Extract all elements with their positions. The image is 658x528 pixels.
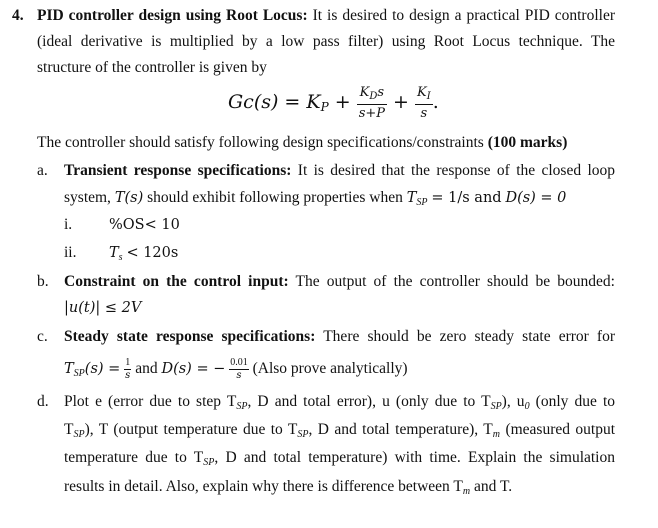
item-b-math: |u(t)| ≤ 2V xyxy=(64,300,142,316)
item-d-line-4b: and T. xyxy=(473,478,513,495)
item-c-frac1-den: s xyxy=(125,369,131,381)
item-a-sub-i-label: i. xyxy=(64,216,73,233)
f1-num-rest: s xyxy=(377,85,385,100)
controller-formula xyxy=(228,86,439,122)
item-c-frac1-num: 1 xyxy=(125,356,131,368)
item-a-sub-ii-T: T xyxy=(109,245,119,261)
item-d-line-4 xyxy=(64,477,512,502)
item-d-line-3 xyxy=(64,448,615,473)
f1-num: K xyxy=(359,85,370,100)
item-c-label: c. xyxy=(37,328,48,345)
intro-text-1: It is desired to design a practical PID controller xyxy=(312,7,615,24)
item-d-line-1b: , D and total error), u (only due to T xyxy=(247,393,491,410)
item-a-math-Tsp: T xyxy=(406,190,417,206)
item-c-math-T-rest: (s) = xyxy=(84,361,121,377)
item-c-math-D: D(s) = − xyxy=(161,361,226,377)
question-intro-line-3: structure of the controller is given by xyxy=(37,59,267,76)
item-a-text-2b: should exhibit following properties when xyxy=(147,189,403,206)
item-a-head: Transient response specifications: xyxy=(64,162,292,179)
item-b-head: Constraint on the control input: xyxy=(64,273,289,290)
item-d-line-2a: T xyxy=(64,421,74,438)
formula-kp-sub: P xyxy=(320,100,329,114)
item-c-fraction-2 xyxy=(229,358,249,381)
question-intro-line-1 xyxy=(37,6,615,26)
item-d-line-2 xyxy=(64,420,615,445)
item-a-sub-ii-text xyxy=(109,243,178,268)
item-a-math-T: T(s) xyxy=(114,190,144,206)
item-c-frac2-den: s xyxy=(236,369,242,381)
item-d-sub-sp-5: SP xyxy=(203,457,215,468)
item-a-sub-i-text: %OS< 10 xyxy=(109,217,180,233)
item-b-text-1: The output of the controller should be bounded: xyxy=(295,273,615,290)
item-d-line-4a: results in detail. Also, explain why there is difference between T xyxy=(64,478,463,495)
item-d-line-3b: , D and total temperature) with time. Explain the simulation xyxy=(214,449,615,466)
item-a-line-2 xyxy=(64,188,566,213)
f1-den: s+P xyxy=(358,106,385,121)
formula-lhs: Gc(s) = K xyxy=(228,91,321,113)
formula-derivative-fraction xyxy=(357,86,387,120)
item-d-line-1d: (only due to xyxy=(535,393,616,410)
item-c-and: and xyxy=(135,360,158,377)
item-c-frac2-num: 0.01 xyxy=(230,356,248,368)
item-d-line-2d: (measured output xyxy=(505,421,616,438)
item-d-line-2b: ), T (output temperature due to T xyxy=(84,421,298,438)
item-c-math-T: T xyxy=(64,361,74,377)
formula-integral-fraction xyxy=(415,86,433,120)
f1-num-sub: D xyxy=(369,91,378,102)
question-intro-line-2: (ideal derivative is multiplied by a low pass filter) using Root Locus technique. The xyxy=(37,33,615,50)
item-c-fraction-1 xyxy=(124,358,131,381)
item-d-sub-0: 0 xyxy=(524,401,530,412)
item-b-label: b. xyxy=(37,273,49,290)
question-title: PID controller design using Root Locus: xyxy=(37,7,308,24)
formula-plus-2: + xyxy=(393,91,409,113)
item-d-line-2c: , D and total temperature), T xyxy=(308,421,493,438)
f2-num: K xyxy=(417,85,427,100)
item-b-line-1 xyxy=(64,272,615,292)
formula-end: . xyxy=(432,91,439,113)
item-d-sub-sp-4: SP xyxy=(297,429,309,440)
item-d-sub-sp-1: SP xyxy=(236,401,248,412)
item-d-sub-sp-2: SP xyxy=(490,401,502,412)
spec-marks: (100 marks) xyxy=(487,134,568,151)
item-c-note: (Also prove analytically) xyxy=(252,360,408,377)
item-a-sub-ii-rest: < 120s xyxy=(126,245,179,261)
item-a-math-D: D(s) = 0 xyxy=(505,190,567,206)
item-d-line-1a: Plot e (error due to step T xyxy=(64,393,237,410)
item-c-text-1: There should be zero steady state error for xyxy=(323,328,615,345)
f2-den: s xyxy=(420,106,428,121)
item-d-label: d. xyxy=(37,393,49,410)
item-d-line-1 xyxy=(64,392,615,417)
item-c-line-1 xyxy=(64,327,615,347)
item-d-line-1c: ), u xyxy=(501,393,525,410)
item-d-line-3a: temperature due to T xyxy=(64,449,204,466)
question-number: 4. xyxy=(12,7,24,24)
formula-plus-1: + xyxy=(334,91,351,113)
item-d-sub-m-2: m xyxy=(462,486,471,497)
item-c-line-2 xyxy=(64,356,408,387)
item-d-sub-m-1: m xyxy=(492,429,501,440)
f2-num-sub: I xyxy=(426,91,431,102)
item-c-math-T-sub: SP xyxy=(73,368,85,379)
item-a-sub-ii-label: ii. xyxy=(64,244,77,261)
spec-intro-text: The controller should satisfy following design specifications/constraints xyxy=(37,134,484,151)
item-a-text-2a: system, xyxy=(64,189,111,206)
item-a-math-eq1: = 1/s and xyxy=(431,190,502,206)
spec-intro-line xyxy=(37,133,567,153)
item-a-text-1: It is desired that the response of the closed loop xyxy=(297,162,615,179)
item-a-line-1 xyxy=(64,161,615,181)
item-c-head: Steady state response specifications: xyxy=(64,328,316,345)
item-a-sub-ii-sub: s xyxy=(118,252,123,263)
item-a-math-Tsp-sub: SP xyxy=(416,197,428,208)
item-a-label: a. xyxy=(37,162,48,179)
item-d-sub-sp-3: SP xyxy=(73,429,85,440)
